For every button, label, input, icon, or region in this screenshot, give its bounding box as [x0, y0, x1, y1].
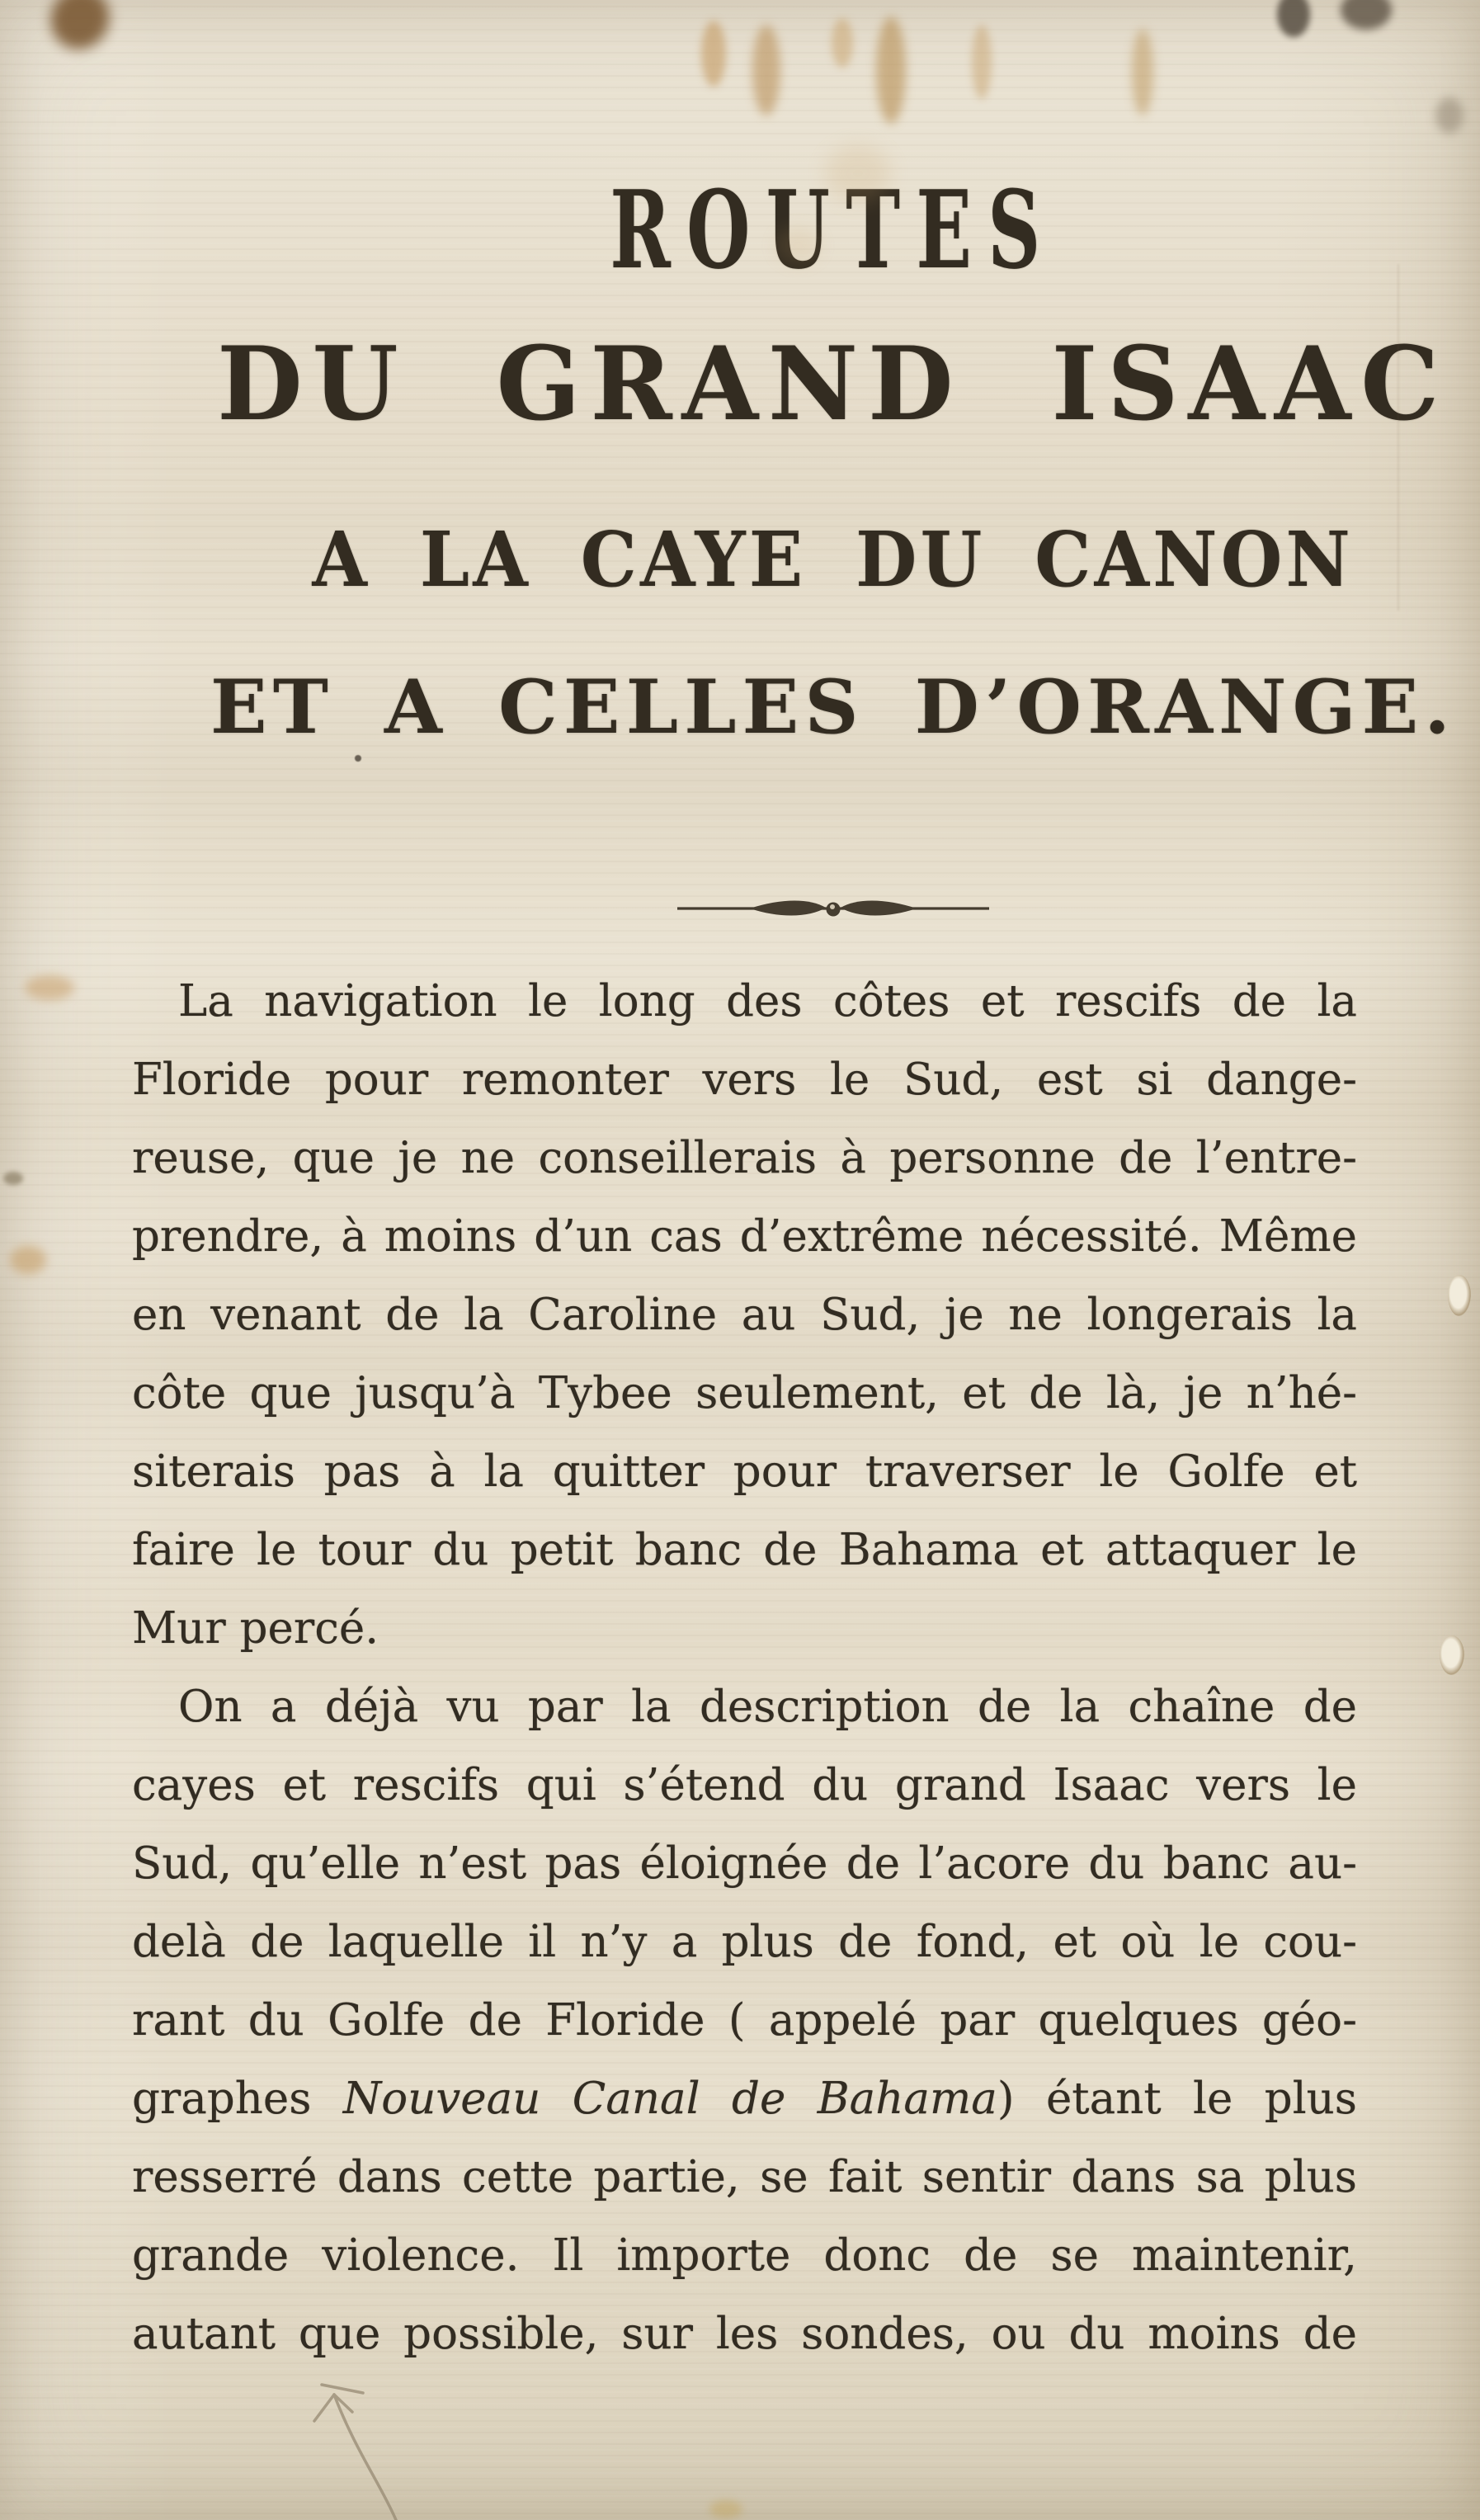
body-line: siterais pas à la quitter pour traverser le Golfe et	[132, 1446, 1357, 1497]
paper-crease	[1398, 264, 1399, 611]
body-line-segment: ) étant le plus	[997, 2074, 1357, 2124]
foxing-stain	[876, 17, 906, 124]
body-line: cayes et rescifs qui s’étend du grand Isaac vers le	[132, 1760, 1357, 1810]
foxing-stain	[1435, 97, 1464, 134]
foxing-stain	[832, 18, 853, 68]
foxing-stain	[752, 25, 780, 116]
body-line: reuse, que je ne conseillerais à personne de l’entre-	[132, 1133, 1357, 1183]
foxing-stain	[972, 25, 992, 99]
body-line: côte que jusqu’à Tybee seulement, et de là, je n’hé-	[132, 1368, 1357, 1418]
foxing-stain	[3, 1172, 23, 1185]
foxing-stain	[701, 21, 726, 87]
title-text: ROUTES	[610, 167, 1057, 293]
title-text: A LA CAYE DU CANON	[312, 515, 1355, 604]
body-text	[132, 962, 1357, 2373]
body-line: prendre, à moins d’un cas d’extrême nécessité. Même	[132, 1211, 1357, 1262]
ink-smudge	[1277, 0, 1310, 37]
body-line: Sud, qu’elle n’est pas éloignée de l’acore du banc au-	[132, 1838, 1357, 1889]
section-divider	[186, 890, 1480, 931]
faint-stain	[709, 2500, 742, 2518]
body-line	[132, 2060, 1357, 2138]
body-line: delà de laquelle il n’y a plus de fond, et où le cou-	[132, 1917, 1357, 1967]
page-title-line-1	[186, 167, 1480, 293]
spindle-fleuron-rule-icon	[674, 890, 992, 927]
body-line-segment-italic: Nouveau Canal de Bahama	[342, 2074, 997, 2124]
body-line: On a déjà vu par la description de la chaîne de	[178, 1682, 1357, 1732]
ink-smudge	[1341, 0, 1392, 30]
foxing-stain	[25, 975, 74, 1000]
body-line: resserré dans cette partie, se fait sentir dans sa plus	[132, 2152, 1357, 2202]
body-line: Mur percé.	[132, 1603, 379, 1654]
foxing-stain	[1132, 29, 1153, 116]
body-line: faire le tour du petit banc de Bahama et attaquer le	[132, 1525, 1357, 1575]
page-title-line-3	[186, 515, 1480, 604]
foxing-stain	[10, 1246, 46, 1274]
body-line: Floride pour remonter vers le Sud, est si dange-	[132, 1055, 1357, 1105]
body-line: La navigation le long des côtes et rescifs de la	[178, 976, 1357, 1026]
title-text: ET A CELLES D’ORANGE.	[210, 663, 1456, 751]
paper-chip	[1448, 1275, 1471, 1316]
body-line: en venant de la Caroline au Sud, je ne longerais la	[132, 1290, 1357, 1340]
page-title-line-4	[186, 663, 1480, 751]
ink-dot	[355, 755, 361, 762]
body-line: rant du Golfe de Floride ( appelé par quelques géo-	[132, 1995, 1357, 2046]
title-text: DU GRAND ISAAC	[217, 325, 1449, 444]
paper-chip	[1440, 1635, 1464, 1675]
body-line-segment: graphes	[132, 2074, 343, 2124]
body-line: grande violence. Il importe donc de se maintenir,	[132, 2230, 1357, 2281]
foxing-stain	[40, 0, 119, 59]
pencil-arrow-icon	[289, 2368, 421, 2520]
body-line: autant que possible, sur les sondes, ou du moins de	[132, 2309, 1357, 2359]
page-title-line-2	[186, 325, 1480, 444]
